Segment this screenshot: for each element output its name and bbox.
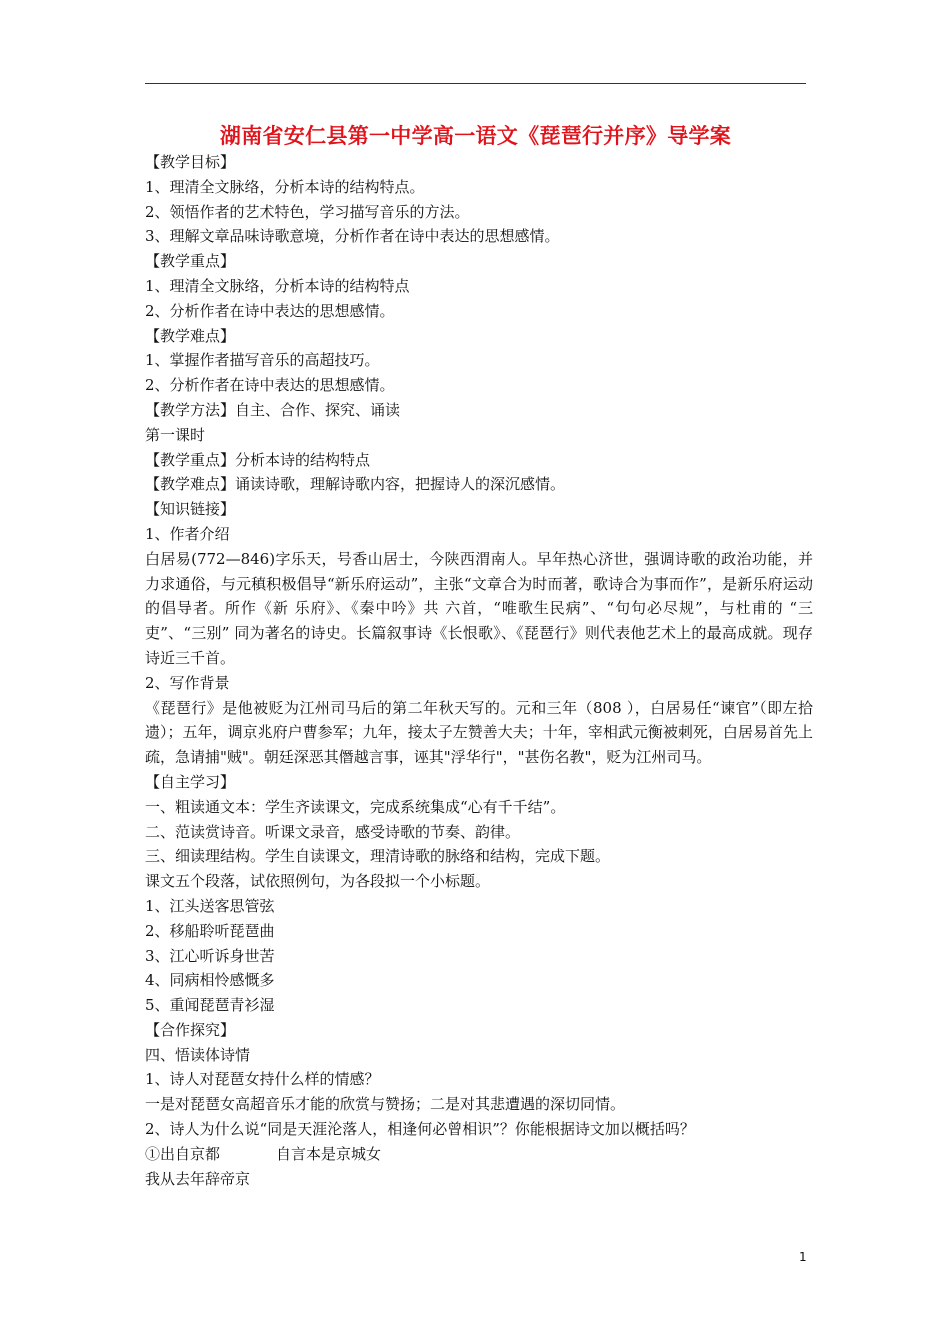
- text-line: 2、领悟作者的艺术特色，学习描写音乐的方法。: [145, 202, 470, 221]
- text-line: 2、分析作者在诗中表达的思想感情。: [145, 301, 395, 320]
- text-line: 【教学目标】: [145, 153, 236, 171]
- text-line: 1、诗人对琵琶女持什么样的情感？: [145, 1070, 380, 1089]
- section-lines-a: [145, 150, 813, 547]
- text-line: 3、江心听诉身世苦: [145, 946, 275, 965]
- author-paragraph: 白居易(772—846)字乐天，号香山居士，今陕西渭南人。早年热心济世，强调诗歌的政治功能，并力求通俗，与元稹积极倡导“新乐府运动”，主张“文章合为时而著，歌诗合为事而作”，是新乐府运动的倡导者。所作《新 乐府》、《秦中吟》共 六首，“唯歌生民病”、“句句必尽规”，与杜甫的 “三吏”、“三别” 同为著名的诗史。长篇叙事诗《长恨歌》、《琵琶行》则代表他艺术上的最高成就。现存诗近三千首。: [145, 549, 813, 667]
- answer-quote: 自言本是京城女: [276, 1144, 382, 1163]
- text-line: 【教学难点】诵读诗歌，理解诗歌内容，把握诗人的深沉感情。: [145, 475, 566, 494]
- text-line: 【合作探究】: [145, 1020, 236, 1039]
- text-line: 一、粗读通文本：学生齐读课文，完成系统集成“心有千千结”。: [145, 797, 566, 816]
- text-line: 第一课时: [145, 425, 206, 444]
- document-title: 湖南省安仁县第一中学高一语文《琵琶行并序》导学案: [219, 124, 732, 148]
- text-line: 1、江头送客思管弦: [145, 896, 275, 915]
- text-line: 一是对琵琶女高超音乐才能的欣赏与赞扬；二是对其悲遭遇的深切同情。: [145, 1095, 626, 1114]
- document-body: [145, 150, 813, 1191]
- text-line: 【教学方法】自主、合作、探究、诵读: [145, 400, 401, 419]
- answer-row: [145, 1142, 813, 1167]
- text-line: 1、理清全文脉络，分析本诗的结构特点。: [145, 177, 425, 196]
- text-line: 4、同病相怜感慨多: [145, 971, 275, 990]
- text-line: 2、诗人为什么说“同是天涯沦落人，相逢何必曾相识”？你能根据诗文加以概括吗？: [145, 1120, 695, 1139]
- text-line: 1、理清全文脉络，分析本诗的结构特点: [145, 276, 410, 295]
- text-line: 1、作者介绍: [145, 524, 230, 543]
- answer-label: ①出自京都: [145, 1144, 221, 1163]
- text-line: 5、重闻琵琶青衫湿: [145, 996, 275, 1015]
- text-line: 【自主学习】: [145, 772, 236, 791]
- text-line: 四、悟读体诗情: [145, 1045, 251, 1064]
- section-lines-b: [145, 770, 813, 1142]
- text-line: 1、掌握作者描写音乐的高超技巧。: [145, 351, 380, 370]
- background-paragraph: 《琵琶行》是他被贬为江州司马后的第二年秋天写的。元和三年（808 ），白居易任“谏官”（即左拾遗）；五年，调京兆府户曹参军；九年，接太子左赞善大夫；十年，宰相武元衡被刺死，白居易首先上疏，急请捕"贼"。朝廷深恶其僭越言事，诬其"浮华行"，"甚伤名教"，贬为江州司马。: [145, 698, 813, 767]
- text-line: 【教学重点】: [145, 252, 236, 271]
- text-line: 【教学难点】: [145, 326, 236, 345]
- text-line: 三、细读理结构。学生自读课文，理清诗歌的脉络和结构，完成下题。: [145, 847, 611, 866]
- text-line: 2、移船聆听琵琶曲: [145, 921, 275, 940]
- text-line: 2、分析作者在诗中表达的思想感情。: [145, 376, 395, 395]
- text-line: 【知识链接】: [145, 500, 236, 519]
- text-line: 二、范读赏诗音。听课文录音，感受诗歌的节奏、韵律。: [145, 822, 521, 841]
- text-line: 【教学重点】分析本诗的结构特点: [145, 450, 371, 469]
- final-line: 我从去年辞帝京: [145, 1169, 251, 1188]
- background-heading: 2、写作背景: [145, 673, 230, 692]
- text-line: 课文五个段落，试依照例句，为各段拟一个小标题。: [145, 872, 491, 891]
- page-number: 1: [799, 1250, 807, 1264]
- text-line: 3、理解文章品味诗歌意境，分析作者在诗中表达的思想感情。: [145, 227, 560, 246]
- header-rule: [145, 83, 806, 84]
